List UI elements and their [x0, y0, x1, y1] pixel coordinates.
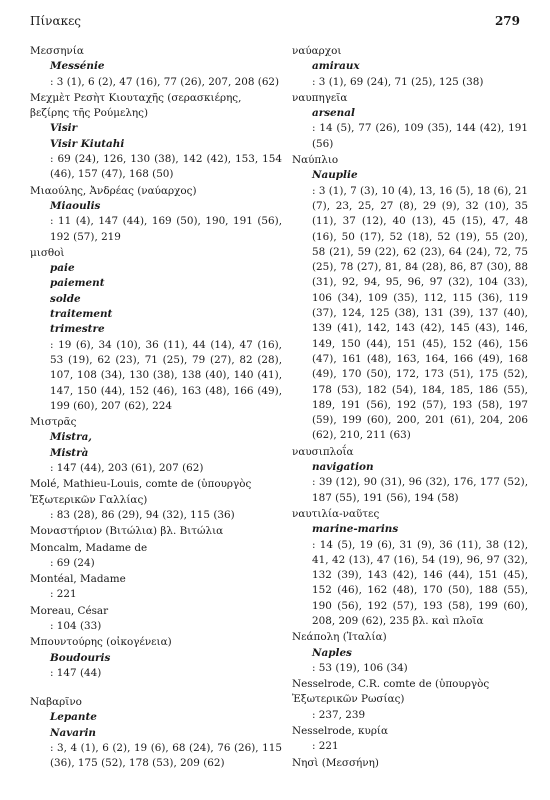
index-entry: [30, 246, 282, 414]
index-entry: [30, 541, 282, 572]
index-entry: [292, 507, 528, 629]
index-entry: [30, 477, 282, 523]
index-entry: [30, 695, 282, 771]
entry-page-refs: : 221: [312, 740, 339, 753]
entry-heading: Μιαούλης, Ἀνδρέας (ναύαρχος): [30, 184, 197, 197]
index-entry: [30, 572, 282, 603]
entry-heading: Μπουντούρης (οἰκογένεια): [30, 636, 172, 649]
entry-subterm: arsenal: [312, 107, 355, 120]
index-entry: [30, 524, 282, 539]
entry-heading: ναυπηγεῖα: [292, 91, 348, 104]
entry-page-refs: : 11 (4), 147 (44), 169 (50), 190, 191 (56), 192 (57), 219: [50, 215, 282, 243]
entry-heading: Ναύπλιο: [292, 154, 339, 167]
entry-heading: Montéal, Madame: [30, 573, 126, 586]
index-entry: [292, 677, 528, 723]
index-entry: [30, 604, 282, 635]
entry-heading: Nesselrode, κυρία: [292, 725, 389, 738]
page-header: [30, 14, 520, 32]
index-entry: [292, 630, 528, 676]
entry-subterm: paie: [50, 262, 75, 275]
entry-heading: ναύαρχοι: [292, 45, 342, 57]
entry-subterm: trimestre: [50, 323, 105, 336]
entry-page-refs: : 104 (33): [50, 619, 102, 632]
entry-page-refs: : 14 (5), 19 (6), 31 (9), 36 (11), 38 (12), 41, 42 (13), 47 (16), 54 (19), 96, 97 (32), 132 (39), 143 (42), 146 (44), 151 (45), 152 (46), 162 (48), 170 (50), 188 (55), 190 (56), 192 (57), 193 (58), 199 (60), 208, 209 (62), 235 βλ. καὶ πλοῖα: [312, 538, 528, 627]
index-entry: [30, 415, 282, 476]
entry-subterm: Nauplie: [312, 169, 358, 182]
entry-page-refs: : 147 (44), 203 (61), 207 (62): [50, 462, 204, 475]
entry-page-refs: : 3, 4 (1), 6 (2), 19 (6), 68 (24), 76 (26), 115 (36), 175 (52), 178 (53), 209 (62): [50, 742, 282, 770]
index-entry: [292, 153, 528, 444]
entry-heading: ναυτιλία-ναῦτες: [292, 507, 380, 520]
index-column-left: [30, 44, 282, 773]
entry-page-refs: : 14 (5), 77 (26), 109 (35), 144 (42), 191 (56): [312, 122, 528, 150]
entry-page-refs: : 237, 239: [312, 708, 366, 721]
entry-heading: Μεχμὲτ Ρεσὴτ Κιουταχῆς (σερασκιέρης, βεζίρης τῆς Ρούμελης): [30, 91, 242, 120]
running-title: Πίνακες: [30, 14, 82, 28]
entry-heading: ναυσιπλοΐα: [292, 445, 354, 458]
entry-subterm: Navarin: [50, 726, 96, 739]
entry-page-refs: : 221: [50, 588, 77, 601]
entry-subterm: amiraux: [312, 60, 360, 73]
entry-heading: Moreau, César: [30, 604, 109, 617]
entry-page-refs: : 3 (1), 69 (24), 71 (25), 125 (38): [312, 75, 484, 88]
entry-heading: Moncalm, Madame de: [30, 541, 148, 554]
entry-page-refs: : 83 (28), 86 (29), 94 (32), 115 (36): [50, 508, 235, 521]
entry-subterm: traitement: [50, 308, 113, 321]
entry-heading: Μοναστήριον (Βιτώλια) βλ. Βιτώλια: [30, 525, 224, 538]
entry-subterm: solde: [50, 292, 81, 305]
page-number: 279: [494, 14, 520, 28]
entry-subterm: Messénie: [50, 60, 105, 73]
entry-heading: Νεάπολη (Ἰταλία): [292, 631, 387, 644]
entry-heading: Ναβαρῖνο: [30, 696, 82, 709]
entry-subterm: Visir: [50, 122, 78, 135]
entry-page-refs: : 3 (1), 6 (2), 47 (16), 77 (26), 207, 208 (62): [50, 75, 280, 88]
entry-heading: μισθοὶ: [30, 246, 65, 259]
index-entry: [30, 91, 282, 183]
entry-subterm: navigation: [312, 461, 374, 474]
entry-page-refs: : 53 (19), 106 (34): [312, 661, 408, 674]
index-entry: [292, 724, 528, 755]
entry-subterm: Lepante: [50, 711, 97, 724]
entry-page-refs: : 3 (1), 7 (3), 10 (4), 13, 16 (5), 18 (6), 21 (7), 23, 25, 27 (8), 29 (9), 32 (10), 35 (11), 37 (12), 40 (13), 45 (15), 47, 48 (16), 50 (17), 52 (18), 52 (19), 55 (20), 58 (21), 59 (22), 62 (23), 64 (24), 72, 75 (25), 78 (27), 81, 84 (28), 86, 87 (30), 88 (31), 92, 94, 95, 96, 97 (32), 104 (33), 106 (34), 109 (35), 112, 115 (36), 119 (37), 124, 125 (38), 131 (39), 137 (40), 139 (41), 142, 143 (42), 145 (43), 146, 149, 150 (44), 151 (45), 152 (46), 156 (47), 161 (48), 163, 164, 166 (49), 168 (49), 170 (50), 172, 173 (51), 175 (52), 178 (53), 182 (54), 184, 185, 186 (55), 189, 191 (56), 192 (57), 193 (58), 197 (59), 199 (60), 200, 201 (61), 204, 206 (62), 210, 211 (63): [312, 184, 528, 442]
entry-heading: Νησὶ (Μεσσήνη): [292, 756, 379, 769]
entry-subterm: paiement: [50, 277, 105, 290]
index-entry: [292, 445, 528, 506]
entry-subterm: marine-marins: [312, 523, 399, 536]
entry-page-refs: : 39 (12), 90 (31), 96 (32), 176, 177 (52), 187 (55), 191 (56), 194 (58): [312, 476, 528, 504]
entry-subterm: Mistrà: [50, 446, 89, 459]
index-entry: [292, 44, 528, 90]
entry-subterm: Boudouris: [50, 651, 111, 664]
index-entry: [30, 44, 282, 90]
entry-subterm: Mistra,: [50, 431, 92, 444]
entry-page-refs: : 69 (24), 126, 130 (38), 142 (42), 153, 154 (46), 157 (47), 168 (50): [50, 153, 282, 181]
entry-page-refs: : 19 (6), 34 (10), 36 (11), 44 (14), 47 (16), 53 (19), 62 (23), 71 (25), 79 (27), 82 (28), 107, 108 (34), 130 (38), 138 (40), 140 (41), 147, 150 (44), 152 (46), 163 (48), 166 (49), 199 (60), 207 (62), 224: [50, 338, 282, 412]
entry-heading: Nesselrode, C.R. comte de (ὑπουργὸς Ἐξωτερικῶν Ρωσίας): [292, 678, 490, 706]
entry-subterm: Naples: [312, 646, 352, 659]
index-entry: [30, 184, 282, 245]
entry-page-refs: : 147 (44): [50, 666, 102, 679]
index-entry: [292, 756, 528, 771]
entry-heading: Μεσσηνία: [30, 45, 84, 57]
index-column-right: [292, 44, 528, 772]
index-entry: [292, 91, 528, 152]
entry-heading: Μιστρᾶς: [30, 416, 77, 429]
entry-page-refs: : 69 (24): [50, 556, 95, 569]
index-entry: [30, 635, 282, 681]
entry-heading: Molé, Mathieu-Louis, comte de (ὑπουργὸς Ἐξωτερικῶν Γαλλίας): [30, 478, 252, 506]
entry-subterm: Visir Kiutahi: [50, 137, 125, 150]
entry-subterm: Miaoulis: [50, 199, 101, 212]
